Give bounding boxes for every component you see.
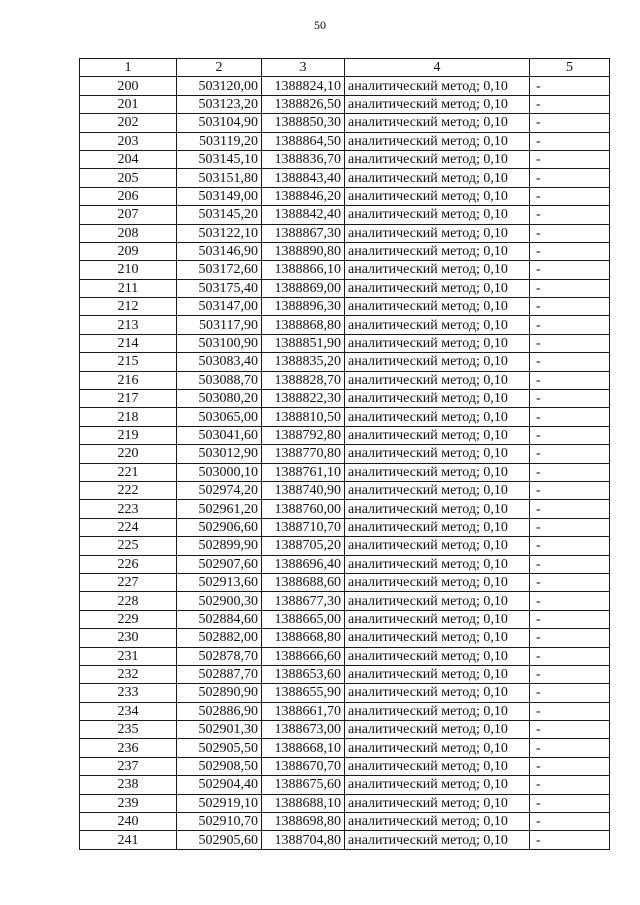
table-body [80, 77, 610, 849]
y-coordinate-cell: 1388661,70 [262, 702, 345, 720]
x-coordinate-cell: 502890,90 [177, 684, 262, 702]
method-accuracy-cell: аналитический метод; 0,10 [345, 95, 530, 113]
table-row [80, 242, 610, 260]
method-accuracy-cell: аналитический метод; 0,10 [345, 739, 530, 757]
y-coordinate-cell: 1388869,00 [262, 279, 345, 297]
note-cell: - [530, 518, 610, 536]
table-row [80, 261, 610, 279]
y-coordinate-cell: 1388666,60 [262, 647, 345, 665]
x-coordinate-cell: 502961,20 [177, 500, 262, 518]
point-number-cell: 222 [80, 481, 177, 499]
point-number-cell: 218 [80, 408, 177, 426]
table-row [80, 831, 610, 849]
method-accuracy-cell: аналитический метод; 0,10 [345, 371, 530, 389]
method-accuracy-cell: аналитический метод; 0,10 [345, 702, 530, 720]
x-coordinate-cell: 502913,60 [177, 573, 262, 591]
x-coordinate-cell: 502905,50 [177, 739, 262, 757]
table-row [80, 794, 610, 812]
y-coordinate-cell: 1388698,80 [262, 813, 345, 831]
point-number-cell: 231 [80, 647, 177, 665]
note-cell: - [530, 776, 610, 794]
x-coordinate-cell: 503123,20 [177, 95, 262, 113]
x-coordinate-cell: 502901,30 [177, 721, 262, 739]
point-number-cell: 221 [80, 463, 177, 481]
method-accuracy-cell: аналитический метод; 0,10 [345, 316, 530, 334]
point-number-cell: 200 [80, 77, 177, 95]
note-cell: - [530, 408, 610, 426]
x-coordinate-cell: 502886,90 [177, 702, 262, 720]
table-row [80, 500, 610, 518]
method-accuracy-cell: аналитический метод; 0,10 [345, 537, 530, 555]
method-accuracy-cell: аналитический метод; 0,10 [345, 426, 530, 444]
table-row [80, 390, 610, 408]
y-coordinate-cell: 1388896,30 [262, 298, 345, 316]
x-coordinate-cell: 503012,90 [177, 445, 262, 463]
note-cell: - [530, 500, 610, 518]
note-cell: - [530, 629, 610, 647]
table-row [80, 334, 610, 352]
table-row [80, 279, 610, 297]
table-row [80, 206, 610, 224]
point-number-cell: 228 [80, 592, 177, 610]
point-number-cell: 214 [80, 334, 177, 352]
x-coordinate-cell: 503080,20 [177, 390, 262, 408]
note-cell: - [530, 224, 610, 242]
table-row [80, 445, 610, 463]
y-coordinate-cell: 1388828,70 [262, 371, 345, 389]
method-accuracy-cell: аналитический метод; 0,10 [345, 463, 530, 481]
y-coordinate-cell: 1388826,50 [262, 95, 345, 113]
column-header: 5 [530, 59, 610, 77]
note-cell: - [530, 316, 610, 334]
y-coordinate-cell: 1388866,10 [262, 261, 345, 279]
method-accuracy-cell: аналитический метод; 0,10 [345, 813, 530, 831]
coordinates-table [79, 58, 610, 850]
y-coordinate-cell: 1388704,80 [262, 831, 345, 849]
point-number-cell: 206 [80, 187, 177, 205]
note-cell: - [530, 592, 610, 610]
note-cell: - [530, 610, 610, 628]
y-coordinate-cell: 1388843,40 [262, 169, 345, 187]
note-cell: - [530, 757, 610, 775]
y-coordinate-cell: 1388696,40 [262, 555, 345, 573]
note-cell: - [530, 95, 610, 113]
note-cell: - [530, 169, 610, 187]
point-number-cell: 232 [80, 665, 177, 683]
note-cell: - [530, 353, 610, 371]
method-accuracy-cell: аналитический метод; 0,10 [345, 592, 530, 610]
point-number-cell: 234 [80, 702, 177, 720]
note-cell: - [530, 702, 610, 720]
y-coordinate-cell: 1388761,10 [262, 463, 345, 481]
x-coordinate-cell: 502919,10 [177, 794, 262, 812]
table-row [80, 629, 610, 647]
x-coordinate-cell: 502905,60 [177, 831, 262, 849]
x-coordinate-cell: 503041,60 [177, 426, 262, 444]
method-accuracy-cell: аналитический метод; 0,10 [345, 132, 530, 150]
note-cell: - [530, 150, 610, 168]
note-cell: - [530, 279, 610, 297]
x-coordinate-cell: 503172,60 [177, 261, 262, 279]
note-cell: - [530, 77, 610, 95]
note-cell: - [530, 298, 610, 316]
y-coordinate-cell: 1388835,20 [262, 353, 345, 371]
x-coordinate-cell: 503145,20 [177, 206, 262, 224]
y-coordinate-cell: 1388688,10 [262, 794, 345, 812]
table-row [80, 813, 610, 831]
column-header: 4 [345, 59, 530, 77]
table-row [80, 224, 610, 242]
table-row [80, 371, 610, 389]
method-accuracy-cell: аналитический метод; 0,10 [345, 665, 530, 683]
method-accuracy-cell: аналитический метод; 0,10 [345, 684, 530, 702]
x-coordinate-cell: 502904,40 [177, 776, 262, 794]
point-number-cell: 203 [80, 132, 177, 150]
x-coordinate-cell: 502906,60 [177, 518, 262, 536]
note-cell: - [530, 537, 610, 555]
table-row [80, 592, 610, 610]
method-accuracy-cell: аналитический метод; 0,10 [345, 169, 530, 187]
point-number-cell: 224 [80, 518, 177, 536]
note-cell: - [530, 187, 610, 205]
note-cell: - [530, 132, 610, 150]
y-coordinate-cell: 1388867,30 [262, 224, 345, 242]
page-number: 50 [314, 18, 326, 32]
table-row [80, 721, 610, 739]
y-coordinate-cell: 1388770,80 [262, 445, 345, 463]
x-coordinate-cell: 502882,00 [177, 629, 262, 647]
method-accuracy-cell: аналитический метод; 0,10 [345, 757, 530, 775]
y-coordinate-cell: 1388851,90 [262, 334, 345, 352]
x-coordinate-cell: 502878,70 [177, 647, 262, 665]
y-coordinate-cell: 1388810,50 [262, 408, 345, 426]
x-coordinate-cell: 503117,90 [177, 316, 262, 334]
method-accuracy-cell: аналитический метод; 0,10 [345, 242, 530, 260]
table-row [80, 555, 610, 573]
note-cell: - [530, 206, 610, 224]
point-number-cell: 202 [80, 114, 177, 132]
table-row [80, 665, 610, 683]
y-coordinate-cell: 1388668,80 [262, 629, 345, 647]
method-accuracy-cell: аналитический метод; 0,10 [345, 408, 530, 426]
method-accuracy-cell: аналитический метод; 0,10 [345, 353, 530, 371]
table-row [80, 132, 610, 150]
point-number-cell: 239 [80, 794, 177, 812]
table-row [80, 647, 610, 665]
table-row [80, 298, 610, 316]
note-cell: - [530, 665, 610, 683]
x-coordinate-cell: 503145,10 [177, 150, 262, 168]
y-coordinate-cell: 1388668,10 [262, 739, 345, 757]
point-number-cell: 236 [80, 739, 177, 757]
note-cell: - [530, 684, 610, 702]
method-accuracy-cell: аналитический метод; 0,10 [345, 261, 530, 279]
y-coordinate-cell: 1388868,80 [262, 316, 345, 334]
note-cell: - [530, 445, 610, 463]
method-accuracy-cell: аналитический метод; 0,10 [345, 390, 530, 408]
x-coordinate-cell: 502899,90 [177, 537, 262, 555]
method-accuracy-cell: аналитический метод; 0,10 [345, 481, 530, 499]
y-coordinate-cell: 1388760,00 [262, 500, 345, 518]
method-accuracy-cell: аналитический метод; 0,10 [345, 794, 530, 812]
x-coordinate-cell: 503088,70 [177, 371, 262, 389]
table-row [80, 169, 610, 187]
y-coordinate-cell: 1388675,60 [262, 776, 345, 794]
method-accuracy-cell: аналитический метод; 0,10 [345, 150, 530, 168]
note-cell: - [530, 242, 610, 260]
x-coordinate-cell: 502908,50 [177, 757, 262, 775]
point-number-cell: 226 [80, 555, 177, 573]
method-accuracy-cell: аналитический метод; 0,10 [345, 334, 530, 352]
point-number-cell: 223 [80, 500, 177, 518]
method-accuracy-cell: аналитический метод; 0,10 [345, 224, 530, 242]
x-coordinate-cell: 503065,00 [177, 408, 262, 426]
y-coordinate-cell: 1388673,00 [262, 721, 345, 739]
note-cell: - [530, 463, 610, 481]
table-row [80, 610, 610, 628]
table-row [80, 463, 610, 481]
note-cell: - [530, 261, 610, 279]
table-row [80, 702, 610, 720]
y-coordinate-cell: 1388850,30 [262, 114, 345, 132]
table-row [80, 537, 610, 555]
x-coordinate-cell: 502907,60 [177, 555, 262, 573]
method-accuracy-cell: аналитический метод; 0,10 [345, 518, 530, 536]
y-coordinate-cell: 1388846,20 [262, 187, 345, 205]
table-row [80, 573, 610, 591]
x-coordinate-cell: 502887,70 [177, 665, 262, 683]
point-number-cell: 220 [80, 445, 177, 463]
x-coordinate-cell: 502910,70 [177, 813, 262, 831]
point-number-cell: 230 [80, 629, 177, 647]
method-accuracy-cell: аналитический метод; 0,10 [345, 610, 530, 628]
x-coordinate-cell: 503120,00 [177, 77, 262, 95]
table-row [80, 316, 610, 334]
x-coordinate-cell: 503083,40 [177, 353, 262, 371]
method-accuracy-cell: аналитический метод; 0,10 [345, 187, 530, 205]
point-number-cell: 212 [80, 298, 177, 316]
column-header: 1 [80, 59, 177, 77]
method-accuracy-cell: аналитический метод; 0,10 [345, 279, 530, 297]
point-number-cell: 213 [80, 316, 177, 334]
note-cell: - [530, 739, 610, 757]
table-row [80, 187, 610, 205]
note-cell: - [530, 426, 610, 444]
point-number-cell: 207 [80, 206, 177, 224]
table-header-row [80, 59, 610, 77]
table-row [80, 408, 610, 426]
note-cell: - [530, 334, 610, 352]
table-row [80, 518, 610, 536]
y-coordinate-cell: 1388740,90 [262, 481, 345, 499]
point-number-cell: 217 [80, 390, 177, 408]
method-accuracy-cell: аналитический метод; 0,10 [345, 776, 530, 794]
note-cell: - [530, 555, 610, 573]
y-coordinate-cell: 1388842,40 [262, 206, 345, 224]
y-coordinate-cell: 1388688,60 [262, 573, 345, 591]
y-coordinate-cell: 1388677,30 [262, 592, 345, 610]
table-row [80, 776, 610, 794]
x-coordinate-cell: 503104,90 [177, 114, 262, 132]
method-accuracy-cell: аналитический метод; 0,10 [345, 721, 530, 739]
table-row [80, 114, 610, 132]
point-number-cell: 241 [80, 831, 177, 849]
note-cell: - [530, 371, 610, 389]
point-number-cell: 237 [80, 757, 177, 775]
note-cell: - [530, 813, 610, 831]
note-cell: - [530, 794, 610, 812]
note-cell: - [530, 390, 610, 408]
note-cell: - [530, 647, 610, 665]
table-row [80, 353, 610, 371]
method-accuracy-cell: аналитический метод; 0,10 [345, 77, 530, 95]
y-coordinate-cell: 1388824,10 [262, 77, 345, 95]
x-coordinate-cell: 502900,30 [177, 592, 262, 610]
table-row [80, 150, 610, 168]
y-coordinate-cell: 1388864,50 [262, 132, 345, 150]
method-accuracy-cell: аналитический метод; 0,10 [345, 555, 530, 573]
method-accuracy-cell: аналитический метод; 0,10 [345, 500, 530, 518]
point-number-cell: 215 [80, 353, 177, 371]
point-number-cell: 235 [80, 721, 177, 739]
x-coordinate-cell: 502974,20 [177, 481, 262, 499]
y-coordinate-cell: 1388670,70 [262, 757, 345, 775]
y-coordinate-cell: 1388653,60 [262, 665, 345, 683]
x-coordinate-cell: 502884,60 [177, 610, 262, 628]
point-number-cell: 227 [80, 573, 177, 591]
method-accuracy-cell: аналитический метод; 0,10 [345, 445, 530, 463]
y-coordinate-cell: 1388836,70 [262, 150, 345, 168]
point-number-cell: 208 [80, 224, 177, 242]
point-number-cell: 204 [80, 150, 177, 168]
y-coordinate-cell: 1388705,20 [262, 537, 345, 555]
table-row [80, 426, 610, 444]
y-coordinate-cell: 1388890,80 [262, 242, 345, 260]
note-cell: - [530, 831, 610, 849]
point-number-cell: 229 [80, 610, 177, 628]
x-coordinate-cell: 503119,20 [177, 132, 262, 150]
method-accuracy-cell: аналитический метод; 0,10 [345, 647, 530, 665]
point-number-cell: 240 [80, 813, 177, 831]
note-cell: - [530, 573, 610, 591]
y-coordinate-cell: 1388822,30 [262, 390, 345, 408]
x-coordinate-cell: 503146,90 [177, 242, 262, 260]
note-cell: - [530, 114, 610, 132]
note-cell: - [530, 721, 610, 739]
point-number-cell: 210 [80, 261, 177, 279]
x-coordinate-cell: 503147,00 [177, 298, 262, 316]
y-coordinate-cell: 1388665,00 [262, 610, 345, 628]
x-coordinate-cell: 503149,00 [177, 187, 262, 205]
method-accuracy-cell: аналитический метод; 0,10 [345, 573, 530, 591]
x-coordinate-cell: 503175,40 [177, 279, 262, 297]
point-number-cell: 211 [80, 279, 177, 297]
column-header: 2 [177, 59, 262, 77]
table-row [80, 95, 610, 113]
method-accuracy-cell: аналитический метод; 0,10 [345, 831, 530, 849]
y-coordinate-cell: 1388655,90 [262, 684, 345, 702]
y-coordinate-cell: 1388792,80 [262, 426, 345, 444]
note-cell: - [530, 481, 610, 499]
point-number-cell: 205 [80, 169, 177, 187]
y-coordinate-cell: 1388710,70 [262, 518, 345, 536]
point-number-cell: 219 [80, 426, 177, 444]
point-number-cell: 225 [80, 537, 177, 555]
table-row [80, 739, 610, 757]
x-coordinate-cell: 503122,10 [177, 224, 262, 242]
table-row [80, 481, 610, 499]
point-number-cell: 209 [80, 242, 177, 260]
column-header: 3 [262, 59, 345, 77]
x-coordinate-cell: 503100,90 [177, 334, 262, 352]
table-row [80, 757, 610, 775]
method-accuracy-cell: аналитический метод; 0,10 [345, 298, 530, 316]
method-accuracy-cell: аналитический метод; 0,10 [345, 206, 530, 224]
point-number-cell: 201 [80, 95, 177, 113]
table-row [80, 77, 610, 95]
x-coordinate-cell: 503000,10 [177, 463, 262, 481]
method-accuracy-cell: аналитический метод; 0,10 [345, 114, 530, 132]
point-number-cell: 238 [80, 776, 177, 794]
x-coordinate-cell: 503151,80 [177, 169, 262, 187]
point-number-cell: 233 [80, 684, 177, 702]
point-number-cell: 216 [80, 371, 177, 389]
method-accuracy-cell: аналитический метод; 0,10 [345, 629, 530, 647]
table-row [80, 684, 610, 702]
